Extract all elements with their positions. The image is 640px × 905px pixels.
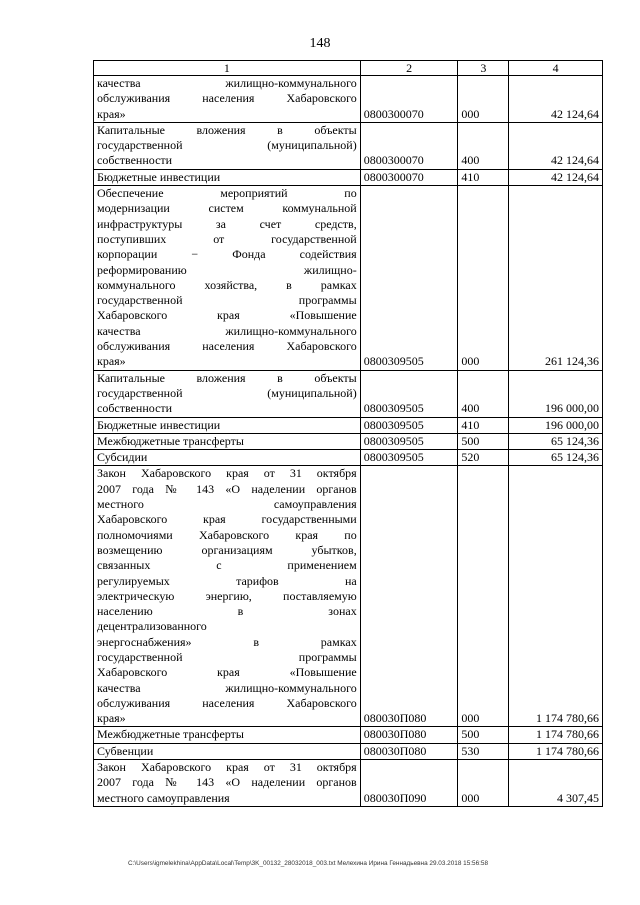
row-expense-type: 410 — [458, 169, 509, 185]
row-expense-type: 400 — [458, 122, 509, 169]
row-target-code: 080030П090 — [360, 760, 458, 807]
description-line: реформированию жилищно- — [97, 262, 357, 277]
description-line: коммунального хозяйства, в рамках — [97, 277, 357, 292]
budget-table — [93, 60, 603, 807]
description-line: Субвенции — [97, 743, 154, 758]
description-line: возмещению организациям убытков, — [97, 542, 357, 557]
row-amount: 42 124,64 — [509, 169, 603, 185]
row-amount: 1 174 780,66 — [509, 743, 603, 759]
description-line: качества жилищно-коммунального — [97, 680, 357, 695]
row-target-code: 0800309505 — [360, 186, 458, 371]
page-number: 148 — [309, 36, 331, 51]
description-line: корпорации − Фонда содействия — [97, 247, 357, 262]
column-header-2: 2 — [360, 61, 458, 76]
description-line: 2007 года № 143 «О наделении органов — [97, 481, 357, 496]
row-description — [94, 727, 361, 743]
description-line: связанных с применением — [97, 558, 357, 573]
description-line: государственной программы — [97, 293, 357, 308]
row-description — [94, 417, 361, 433]
row-description — [94, 743, 361, 759]
description-line: инфраструктуры за счет средств, — [97, 216, 357, 231]
row-expense-type: 000 — [458, 466, 509, 727]
description-line: модернизации систем коммунальной — [97, 201, 357, 216]
table-row — [94, 466, 603, 727]
table-row — [94, 169, 603, 185]
description-line: Хабаровского края «Повышение — [97, 308, 357, 323]
row-target-code: 0800300070 — [360, 76, 458, 123]
table-row — [94, 743, 603, 759]
row-amount: 261 124,36 — [509, 186, 603, 371]
description-line: Межбюджетные трансферты — [97, 727, 244, 742]
row-amount: 65 124,36 — [509, 450, 603, 466]
row-description — [94, 450, 361, 466]
row-expense-type: 410 — [458, 417, 509, 433]
description-line: Бюджетные инвестиции — [97, 169, 221, 184]
description-line: Межбюджетные трансферты — [97, 433, 244, 448]
description-line: местного самоуправления — [97, 790, 230, 805]
row-expense-type: 520 — [458, 450, 509, 466]
description-line: электрическую энергию, поставляемую — [97, 588, 357, 603]
row-description — [94, 466, 361, 727]
table-row — [94, 76, 603, 123]
row-target-code: 0800309505 — [360, 417, 458, 433]
description-line: качества жилищно-коммунального — [97, 76, 357, 90]
description-line: Бюджетные инвестиции — [97, 417, 221, 432]
description-line: Закон Хабаровского края от 31 октября — [97, 760, 357, 775]
table-row — [94, 417, 603, 433]
row-target-code: 0800300070 — [360, 122, 458, 169]
row-expense-type: 500 — [458, 433, 509, 449]
row-description — [94, 433, 361, 449]
row-expense-type: 400 — [458, 370, 509, 417]
description-line: обслуживания населения Хабаровского — [97, 695, 357, 710]
description-line: края» — [97, 106, 126, 121]
description-line: обслуживания населения Хабаровского — [97, 339, 357, 354]
description-line: Хабаровского края «Повышение — [97, 665, 357, 680]
table-row — [94, 760, 603, 807]
description-line: Обеспечение мероприятий по — [97, 186, 357, 201]
file-path-footer: C:\Users\igmelekhina\AppData\Local\Temp\3K_00132_28032018_003.txt Мелехина Ирина Геннадьевна 29.03.2018 15:56:58 — [128, 860, 489, 867]
row-expense-type: 000 — [458, 186, 509, 371]
description-line: полномочиями Хабаровского края по — [97, 527, 357, 542]
row-amount: 42 124,64 — [509, 122, 603, 169]
row-description — [94, 76, 361, 123]
table-row — [94, 122, 603, 169]
table-row — [94, 370, 603, 417]
row-expense-type: 000 — [458, 760, 509, 807]
row-amount: 1 174 780,66 — [509, 727, 603, 743]
description-line: Капитальные вложения в объекты — [97, 370, 357, 385]
row-amount: 1 174 780,66 — [509, 466, 603, 727]
description-line: собственности — [97, 401, 173, 416]
row-target-code: 080030П080 — [360, 466, 458, 727]
row-target-code: 080030П080 — [360, 743, 458, 759]
description-line: качества жилищно-коммунального — [97, 323, 357, 338]
row-description — [94, 760, 361, 807]
row-target-code: 0800300070 — [360, 169, 458, 185]
row-amount: 42 124,64 — [509, 76, 603, 123]
row-description — [94, 370, 361, 417]
description-line: обслуживания населения Хабаровского — [97, 91, 357, 106]
column-header-4: 4 — [509, 61, 603, 76]
row-description — [94, 122, 361, 169]
description-line: государственной (муниципальной) — [97, 385, 357, 400]
table-header-row — [94, 61, 603, 76]
row-target-code: 080030П080 — [360, 727, 458, 743]
row-expense-type: 500 — [458, 727, 509, 743]
row-amount: 65 124,36 — [509, 433, 603, 449]
description-line: регулируемых тарифов на — [97, 573, 357, 588]
row-amount: 196 000,00 — [509, 417, 603, 433]
description-line: Капитальные вложения в объекты — [97, 122, 357, 137]
description-line: децентрализованного — [97, 619, 207, 634]
description-line: края» — [97, 711, 126, 726]
row-target-code: 0800309505 — [360, 450, 458, 466]
description-line: собственности — [97, 153, 173, 168]
description-line: местного самоуправления — [97, 497, 357, 512]
row-target-code: 0800309505 — [360, 370, 458, 417]
table-row — [94, 450, 603, 466]
table-row — [94, 433, 603, 449]
description-line: Закон Хабаровского края от 31 октября — [97, 466, 357, 481]
budget-table-body — [94, 61, 603, 807]
description-line: государственной (муниципальной) — [97, 138, 357, 153]
row-expense-type: 530 — [458, 743, 509, 759]
column-header-1: 1 — [94, 61, 361, 76]
description-line: Хабаровского края государственными — [97, 512, 357, 527]
description-line: энергоснабжения» в рамках — [97, 634, 357, 649]
row-description — [94, 169, 361, 185]
description-line: государственной программы — [97, 649, 357, 664]
row-amount: 4 307,45 — [509, 760, 603, 807]
description-line: Субсидии — [97, 450, 148, 465]
row-amount: 196 000,00 — [509, 370, 603, 417]
row-description — [94, 186, 361, 371]
description-line: населению в зонах — [97, 604, 357, 619]
table-row — [94, 186, 603, 371]
description-line: поступивших от государственной — [97, 231, 357, 246]
table-row — [94, 727, 603, 743]
row-expense-type: 000 — [458, 76, 509, 123]
description-line: 2007 года № 143 «О наделении органов — [97, 775, 357, 790]
column-header-3: 3 — [458, 61, 509, 76]
row-target-code: 0800309505 — [360, 433, 458, 449]
description-line: края» — [97, 354, 126, 369]
